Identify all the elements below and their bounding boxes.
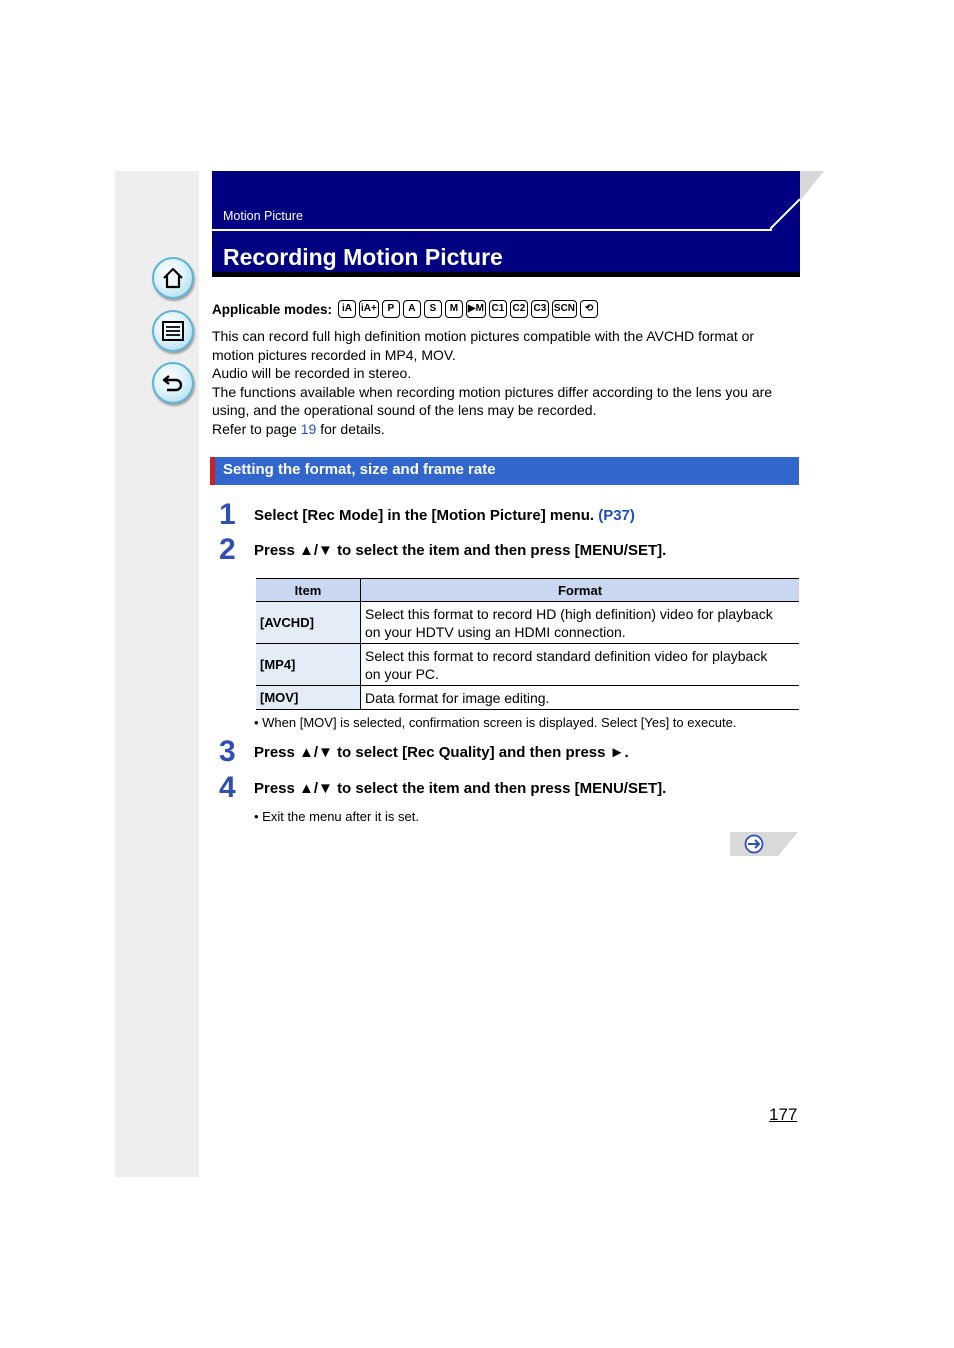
format-line: Select this format to record HD (high definition) video for playback: [365, 605, 773, 622]
table-cell-format: [361, 602, 800, 644]
next-page-arrow-icon[interactable]: [730, 832, 798, 856]
home-button[interactable]: [152, 257, 194, 299]
intro-line: using, and the operational sound of the lens may be recorded.: [212, 402, 597, 418]
section-header: [210, 457, 799, 485]
intro-line: The functions available when recording motion pictures differ according to the lens you are: [212, 383, 773, 400]
step-number: 1: [219, 498, 236, 531]
table-cell-item: [MOV]: [256, 686, 361, 710]
home-icon: [161, 266, 185, 290]
p37-link[interactable]: (P37): [598, 507, 635, 524]
step-instruction: Press ▲/▼ to select the item and then press [MENU/SET].: [254, 542, 667, 559]
table-cell-format: [361, 644, 800, 686]
step-number: 3: [219, 735, 236, 768]
mode-c3-icon: C3: [531, 300, 549, 318]
modes-label: Applicable modes:: [212, 301, 333, 317]
column-header-item: Item: [256, 579, 361, 602]
back-arrow-icon: [161, 371, 185, 395]
mode-ia-icon: iA: [338, 300, 356, 318]
step-instruction: Press ▲/▼ to select [Rec Quality] and then press ►.: [254, 744, 629, 761]
mode-m-icon: M: [445, 300, 463, 318]
intro-line: motion pictures recorded in MP4, MOV.: [212, 346, 456, 363]
intro-line: This can record full high definition motion pictures compatible with the AVCHD format or: [212, 328, 755, 344]
table-row: [256, 644, 799, 686]
mode-c2-icon: C2: [510, 300, 528, 318]
format-table: [256, 578, 799, 710]
step-number: 2: [219, 533, 236, 566]
header-divider: [212, 229, 772, 231]
back-button[interactable]: [152, 362, 194, 404]
refer-text-end: for details.: [316, 420, 385, 437]
table-cell-format: Data format for image editing.: [361, 686, 800, 710]
mov-note: • When [MOV] is selected, confirmation screen is displayed. Select [Yes] to execute.: [254, 715, 737, 730]
mode-a-icon: A: [403, 300, 421, 318]
breadcrumb[interactable]: Motion Picture: [223, 209, 303, 223]
mode-scn-icon: SCN: [552, 300, 577, 318]
table-header-row: [256, 579, 799, 602]
page-19-link[interactable]: 19: [300, 420, 317, 437]
table-row: [256, 686, 799, 710]
title-underline: [212, 272, 800, 277]
format-line: on your HDTV using an HDMI connection.: [365, 623, 626, 640]
applicable-modes: [212, 298, 601, 320]
exit-note: • Exit the menu after it is set.: [254, 809, 419, 824]
table-cell-item: [MP4]: [256, 644, 361, 686]
intro-text: [212, 327, 802, 438]
mode-p-icon: P: [382, 300, 400, 318]
column-header-format: Format: [361, 579, 800, 602]
mode-ia-plus-icon: iA+: [359, 300, 379, 318]
page-number: 177: [769, 1105, 798, 1124]
table-cell-item: [AVCHD]: [256, 602, 361, 644]
mode-s-icon: S: [424, 300, 442, 318]
section-title: Setting the format, size and frame rate: [223, 461, 496, 478]
step-instruction: Select [Rec Mode] in the [Motion Picture] menu.: [254, 507, 599, 524]
format-line: Select this format to record standard definition video for playback: [365, 647, 768, 664]
table-row: [256, 602, 799, 644]
intro-line: Audio will be recorded in stereo.: [212, 365, 412, 381]
step-number: 4: [219, 771, 236, 804]
header-corner-decoration: [770, 171, 824, 231]
refer-text: Refer to page: [212, 420, 301, 437]
menu-list-icon: [161, 319, 185, 343]
format-line: on your PC.: [365, 665, 439, 682]
mode-c1-icon: C1: [489, 300, 507, 318]
mode-creative-control-icon: ⟲: [580, 300, 598, 318]
step-text: [254, 507, 635, 524]
page-title: Recording Motion Picture: [223, 244, 503, 270]
intro-line: [212, 420, 802, 439]
mode-creative-video-icon: ▶M: [466, 300, 486, 318]
menu-list-button[interactable]: [152, 310, 194, 352]
step-instruction: Press ▲/▼ to select the item and then press [MENU/SET].: [254, 780, 667, 797]
